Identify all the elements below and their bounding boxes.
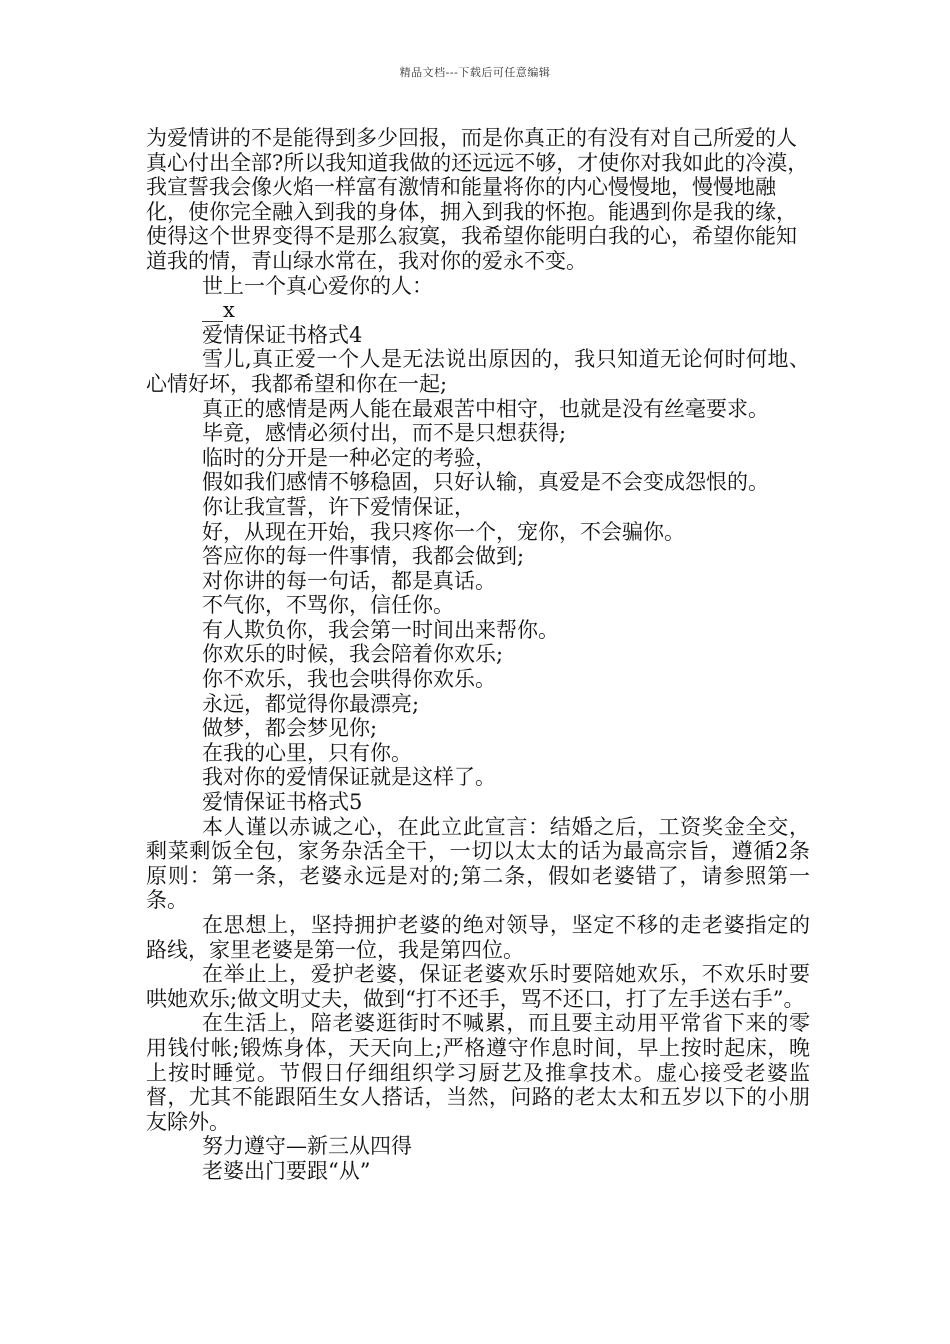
signature-name: __x (202, 298, 235, 323)
text-line: 有人欺负你，我会第一时间出来帮你。 (202, 617, 559, 642)
paragraph: 在生活上，陪老婆逛街时不喊累，而且要主动用平常省下来的零用钱付帐;锻炼身体，天天向上;严格遵守作息时间，早上按时起床，晚上按时睡觉。节假日仔细组织学习厨艺及推拿技术。虚心接受老婆监督，尤其不能跟陌生女人搭话，当然，问路的老太太和五岁以下的小朋友除外。 (146, 1011, 810, 1134)
text-line: 假如我们感情不够稳固，只好认输，真爱是不会变成怨恨的。 (202, 470, 769, 495)
text-line: 努力遵守—新三从四得 (202, 1134, 412, 1159)
text-line: 毕竟，感情必须付出，而不是只想获得; (202, 421, 567, 446)
paragraph: 在思想上，坚持拥护老婆的绝对领导，坚定不移的走老婆指定的路线，家里老婆是第一位，我是第四位。 (146, 913, 810, 962)
text-line: 临时的分开是一种必定的考验， (202, 445, 496, 470)
text-line: 你让我宣誓，许下爱情保证， (202, 494, 475, 519)
text-line: 答应你的每一件事情，我都会做到; (202, 544, 525, 569)
document-body (146, 126, 810, 1184)
text-line: 不气你，不骂你，信任你。 (202, 593, 454, 618)
text-line: 永远，都觉得你最漂亮; (202, 691, 420, 716)
section-title-format-5: 爱情保证书格式5 (202, 790, 363, 815)
text-line: 你欢乐的时候，我会陪着你欢乐; (202, 642, 504, 667)
text-line: 真正的感情是两人能在最艰苦中相守，也就是没有丝毫要求。 (202, 396, 769, 421)
text-line: 老婆出门要跟“从” (202, 1158, 371, 1183)
paragraph: 在举止上，爱护老婆，保证老婆欢乐时要陪她欢乐，不欢乐时要哄她欢乐;做文明丈夫，做到“打不还手，骂不还口，打了左手送右手”。 (146, 962, 810, 1011)
paragraph: 本人谨以赤诚之心，在此立此宣言：结婚之后，工资奖金全交，剩菜剩饭全包，家务杂活全干，一切以太太的话为最高宗旨，遵循2条原则：第一条，老婆永远是对的;第二条，假如老婆错了，请参照第一条。 (146, 814, 810, 913)
text-line: 我对你的爱情保证就是这样了。 (202, 765, 496, 790)
paragraph-continued: 为爱情讲的不是能得到多少回报，而是你真正的有没有对自己所爱的人真心付出全部?所以我知道我做的还远远不够，才使你对我如此的冷漠，我宣誓我会像火焰一样富有激情和能量将你的内心慢慢地，慢慢地融化，使你完全融入到我的身体，拥入到我的怀抱。能遇到你是我的缘，使得这个世界变得不是那么寂寞，我希望你能明白我的心，希望你能知道我的情，青山绿水常在，我对你的爱永不变。 (146, 126, 809, 273)
page-header: 精品文档---下载后可任意编辑 (399, 66, 551, 79)
text-line: 好，从现在开始，我只疼你一个，宠你，不会骗你。 (202, 519, 685, 544)
text-line: 在我的心里，只有你。 (202, 740, 412, 765)
text-line: 对你讲的每一句话，都是真话。 (202, 568, 496, 593)
paragraph: 雪儿,真正爱一个人是无法说出原因的，我只知道无论何时何地、心情好坏，我都希望和你在一起; (146, 347, 810, 396)
section-title-format-4: 爱情保证书格式4 (202, 322, 363, 347)
signature-line: 世上一个真心爱你的人： (202, 273, 433, 298)
text-line: 你不欢乐，我也会哄得你欢乐。 (202, 667, 496, 692)
text-line: 做梦，都会梦见你; (202, 716, 378, 741)
